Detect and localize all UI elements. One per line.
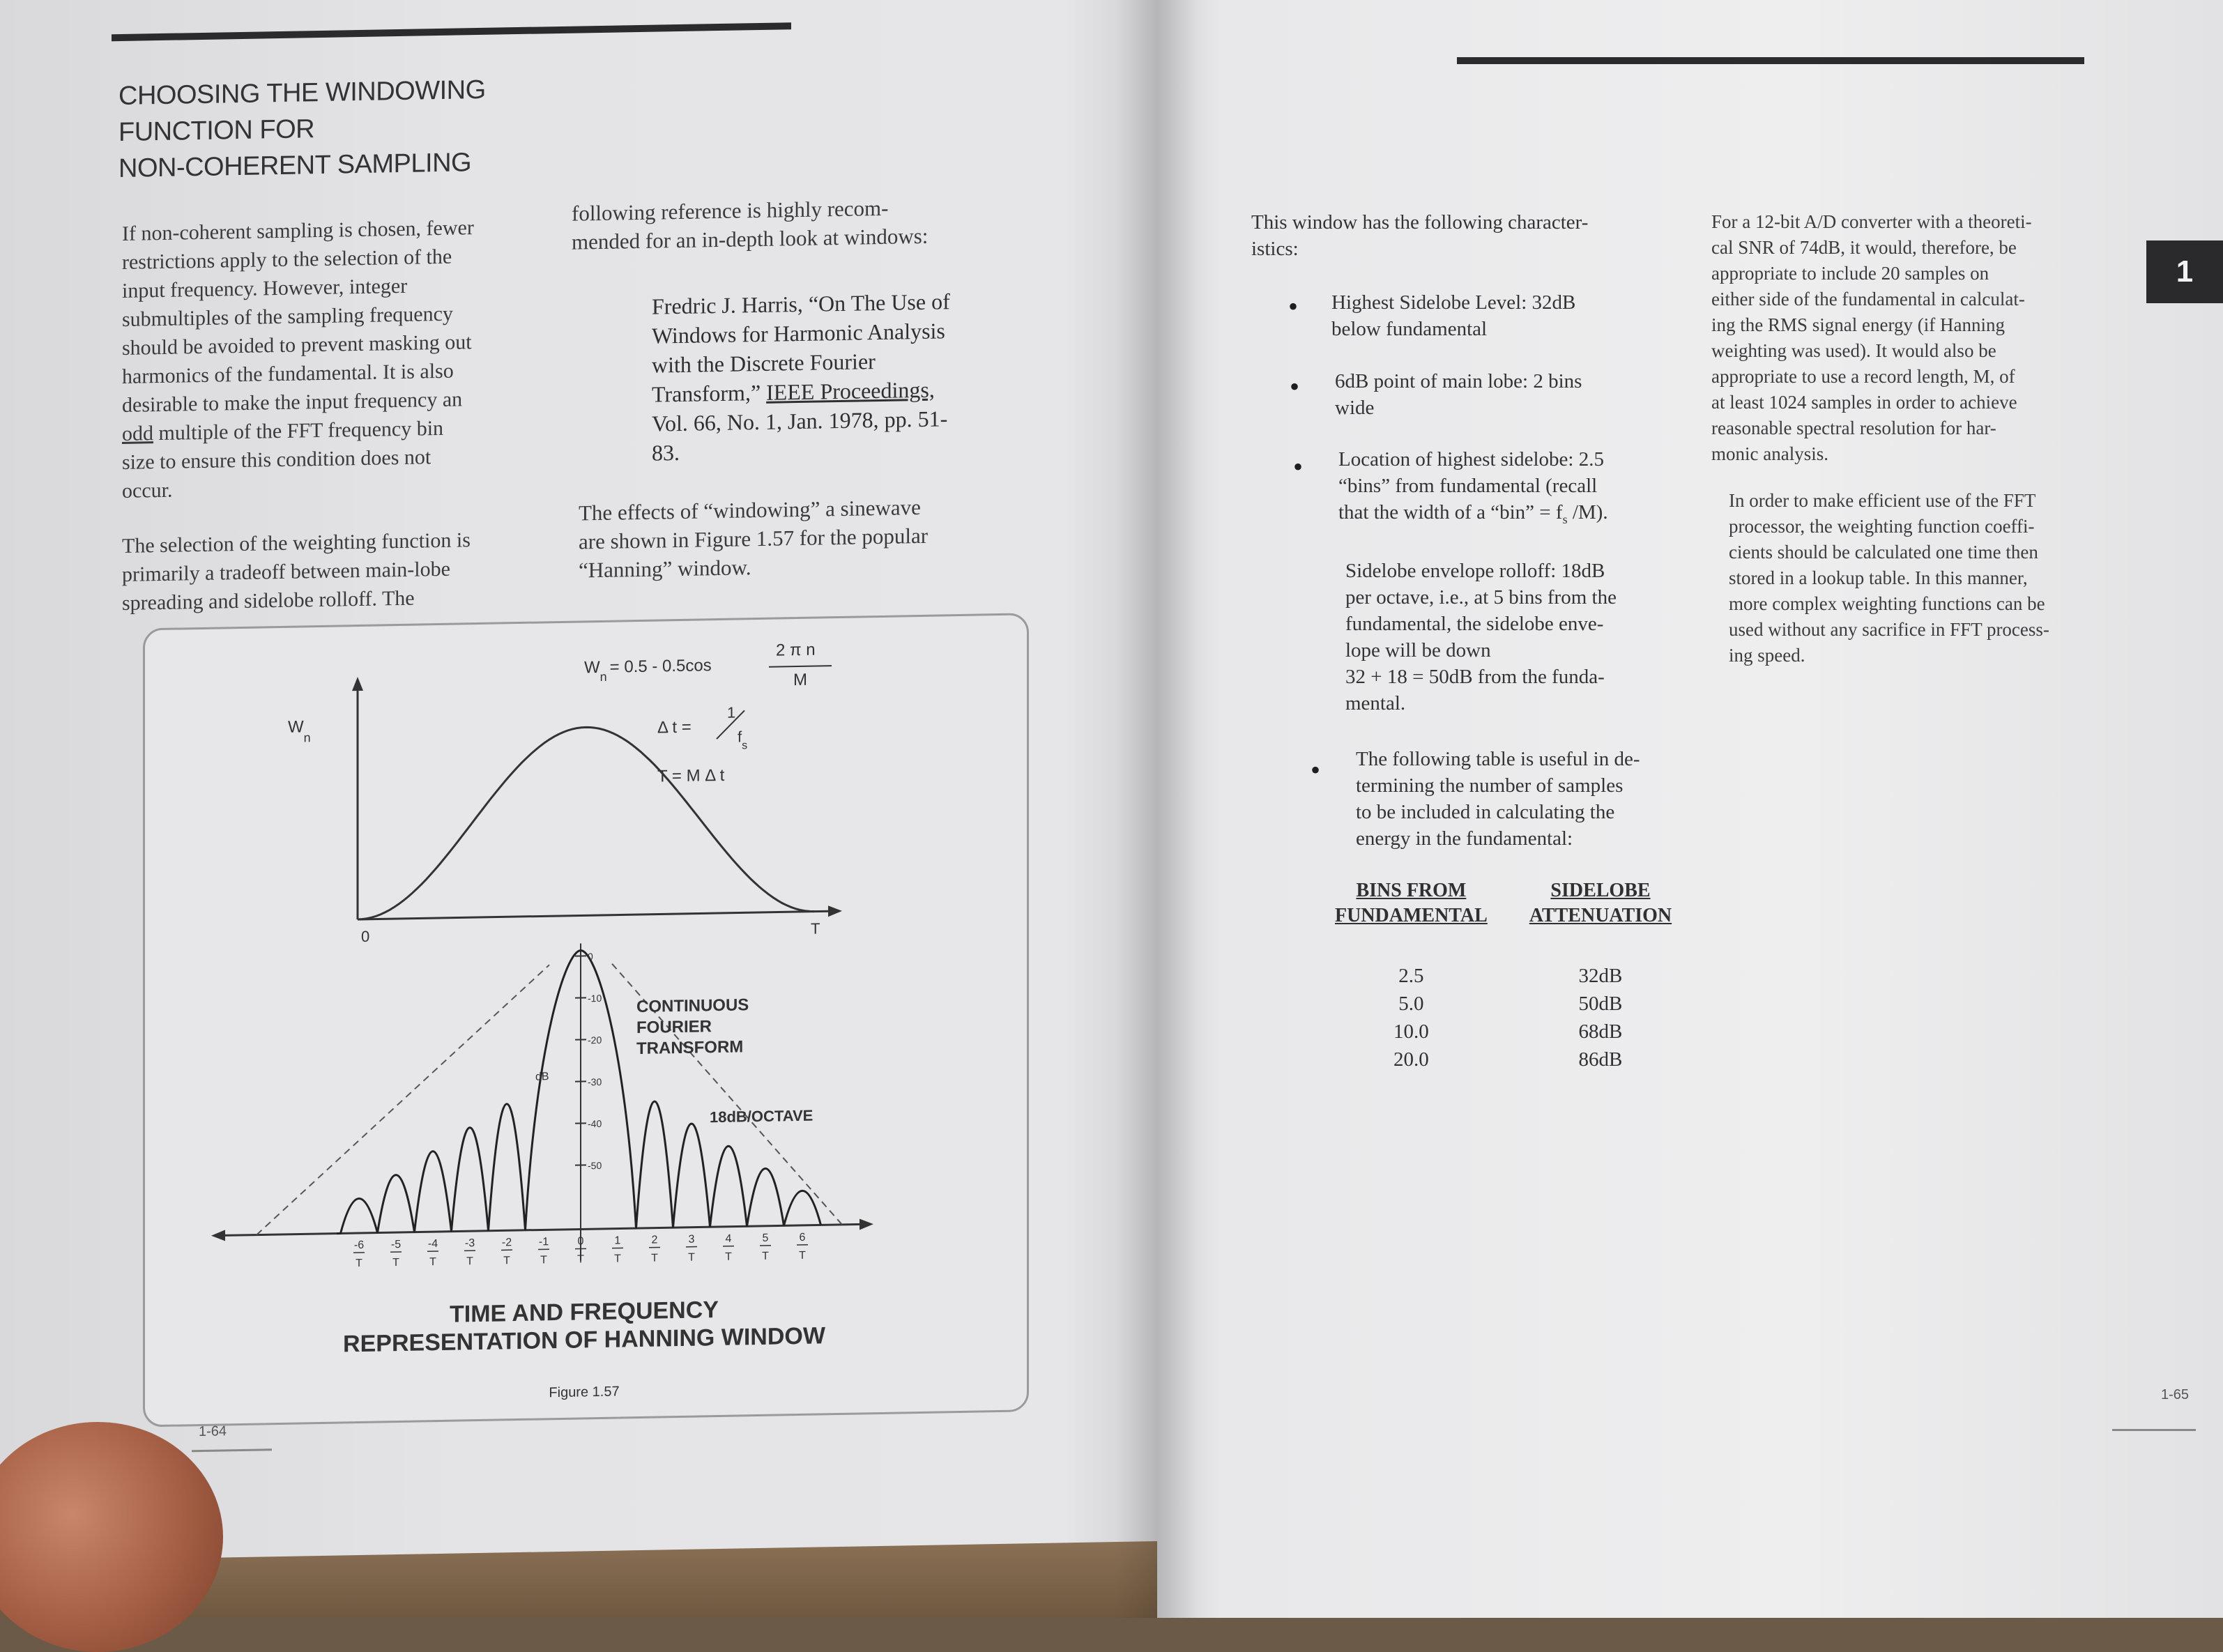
header-rule-right (1457, 57, 2084, 64)
figure-caption: Figure 1.57 (549, 1384, 619, 1400)
body-column-2: following reference is highly recom- mended for an in-depth look at windows: (572, 192, 1018, 257)
frequency-tick-label: 1 (615, 1234, 621, 1246)
transform-label: TRANSFORM (636, 1037, 743, 1058)
bullet-dot: • (1311, 756, 1320, 784)
left-page (0, 0, 1157, 1561)
frequency-tick-denominator: T (356, 1257, 362, 1269)
snr-paragraph: For a 12-bit A/D converter with a theoreti- cal SNR of 74dB, it would, therefore, be appropriate to include 20 samples on either side of the fundamental in calculat- ing the RMS signal energy (if Hanning weighting was used). It would also be appropriate to use a record length, M, of at least 1024 samples in order to achieve reasonable spectral resolution for har- monic analysis. (1711, 209, 2144, 467)
table-row: 10.0 68dB (1314, 1018, 1693, 1046)
rolloff-label: 18dB/OCTAVE (710, 1107, 813, 1126)
time-x-axis (358, 911, 835, 919)
figure-title-line-2: REPRESENTATION OF HANNING WINDOW (343, 1322, 826, 1357)
footer-rule-left (192, 1448, 272, 1452)
bullet-highest-sidelobe: Highest Sidelobe Level: 32dB below fundamental (1331, 289, 1694, 342)
y-axis-arrow-icon (352, 677, 363, 691)
formula-numerator: 2 π n (776, 641, 816, 660)
hanning-time-curve (358, 724, 814, 919)
column-header: SIDELOBE ATTENUATION (1508, 878, 1693, 934)
table-row: 2.5 32dB (1314, 962, 1693, 990)
db-tick-label: -20 (588, 1034, 602, 1046)
db-tick-group (575, 951, 602, 1172)
frequency-axis (218, 1224, 866, 1235)
frequency-tick-label: -3 (465, 1237, 475, 1249)
db-unit-label: dB (535, 1071, 549, 1083)
hanning-formula: $W_n= 0.5 - 0.5\cos$ (584, 656, 712, 684)
left-arrow-icon (211, 1230, 225, 1241)
weighting-paragraph: The selection of the weighting function is primarily a tradeoff between main-lobe spreading and sidelobe rolloff. The (122, 524, 547, 618)
spectrum-curve (337, 946, 820, 1233)
frequency-tick-denominator: T (540, 1254, 547, 1266)
frequency-tick-denominator: T (614, 1253, 621, 1264)
frequency-tick-label: 0 (578, 1235, 584, 1247)
frequency-tick-denominator: T (577, 1253, 584, 1265)
frequency-tick-label: -2 (502, 1237, 512, 1248)
delta-t-formula: Δ t = (657, 718, 692, 737)
y-axis-label: $W_n$ (288, 717, 311, 745)
frequency-tick-denominator: T (651, 1253, 658, 1264)
frequency-tick-label: -4 (428, 1238, 438, 1250)
fourier-label: FOURIER (636, 1017, 712, 1037)
footer-rule-right (2112, 1429, 2196, 1431)
sidelobe-attenuation-table (1314, 878, 1693, 1073)
bullet-dot: • (1288, 293, 1298, 321)
page-number-right: 1-65 (2161, 1387, 2189, 1403)
frequency-tick-denominator: T (503, 1255, 510, 1267)
frequency-tick-denominator: T (392, 1257, 399, 1269)
chapter-tab: 1 (2146, 240, 2223, 303)
windowing-paragraph: The effects of “windowing” a sinewave are shown in Figure 1.57 for the popular “Hanning” window. (579, 491, 1025, 584)
figure-1-57 (143, 613, 1029, 1427)
db-tick-label: -40 (588, 1118, 602, 1129)
record-length-formula: T = M Δ t (657, 766, 725, 786)
lookup-table-paragraph: In order to make efficient use of the FFT processor, the weighting function coeffi- cients should be calculated one time then stored in a lookup table. In this manner, more complex weighting functions can be used without any sacrifice in FFT process- ing speed. (1729, 488, 2161, 668)
right-arrow-icon (860, 1218, 873, 1230)
non-coherent-paragraph: If non-coherent sampling is chosen, fewer restrictions apply to the selection of the input frequency. However, integer submultiples of the sampling frequency should be avoided to prevent masking out harmonics of the fundamental. It is also desirable to make the input frequency an odd multiple of the FFT frequency bin size to ensure this condition does not occur. (122, 212, 547, 505)
db-tick-label: -30 (588, 1076, 602, 1087)
delta-t-numerator: 1 (727, 704, 735, 721)
frequency-tick-denominator: T (466, 1255, 473, 1267)
db-tick-label: 0 (588, 951, 593, 962)
figure-title-line-1: TIME AND FREQUENCY (450, 1297, 719, 1328)
db-tick-label: -10 (588, 993, 602, 1004)
table-header-row (1314, 878, 1693, 934)
header-rule-left (112, 22, 791, 41)
frequency-tick-label: 6 (800, 1232, 806, 1244)
column-header: BINS FROM FUNDAMENTAL (1314, 878, 1508, 934)
frequency-tick-denominator: T (725, 1251, 732, 1263)
intro-text: This window has the following character- istics: (1251, 209, 1683, 262)
frequency-tick-label: 5 (763, 1232, 769, 1244)
delta-t-denominator: $f_s$ (738, 728, 747, 751)
hanning-window-diagram (145, 615, 1027, 1425)
db-tick-label: -50 (588, 1160, 602, 1171)
time-end-label: T (811, 919, 820, 937)
frequency-tick-label: 4 (726, 1233, 732, 1245)
frequency-tick-label: -1 (539, 1236, 549, 1248)
frequency-tick-denominator: T (429, 1256, 436, 1268)
sidelobe-envelope-left (257, 965, 549, 1234)
bullet-highest-sidelobe-location: Location of highest sidelobe: 2.5 “bins” from fundamental (recall that the width of a “bin” = $f_s$ /M). (1338, 446, 1729, 533)
time-origin-label: 0 (361, 928, 369, 945)
fraction-bar (769, 666, 832, 667)
book-spine-shadow (1115, 0, 1199, 1618)
frequency-tick-label: 2 (652, 1234, 658, 1246)
table-row: 5.0 50dB (1314, 990, 1693, 1018)
frequency-tick-denominator: T (799, 1250, 806, 1262)
harris-reference: Fredric J. Harris, “On The Use of Windows for Harmonic Analysis with the Discrete Fourier Transform,” IEEE Proceedings, Vol. 66, No. 1, Jan. 1978, pp. 51- 83. (652, 285, 1042, 468)
frequency-tick-label: -5 (391, 1239, 401, 1251)
frequency-tick-denominator: T (688, 1252, 695, 1264)
page-number-left: 1-64 (199, 1423, 227, 1440)
x-axis-arrow-icon (828, 905, 842, 917)
frequency-tick-denominator: T (762, 1251, 769, 1262)
bullet-dot: • (1293, 453, 1303, 481)
section-heading: CHOOSING THE WINDOWING FUNCTION FOR NON-COHERENT SAMPLING (119, 72, 486, 187)
continuous-label: CONTINUOUS (636, 995, 749, 1016)
body-column-1 (122, 212, 547, 644)
table-row: 20.0 86dB (1314, 1046, 1693, 1073)
formula-denominator: M (793, 671, 807, 689)
sidelobe-rolloff-paragraph: Sidelobe envelope rolloff: 18dB per octave, i.e., at 5 bins from the fundamental, the sidelobe enve- lope will be down 32 + 18 = 50dB from the funda- mental. (1345, 558, 1736, 717)
bullet-dot: • (1290, 373, 1299, 401)
bullet-6db-point: 6dB point of main lobe: 2 bins wide (1335, 368, 1697, 421)
bullet-table-intro: The following table is useful in de- termining the number of samples to be included in calculating the energy in the fundamental: (1356, 746, 1732, 852)
right-page (1157, 0, 2223, 1618)
frequency-tick-label: 3 (689, 1234, 695, 1246)
frequency-tick-label: -6 (354, 1239, 364, 1251)
